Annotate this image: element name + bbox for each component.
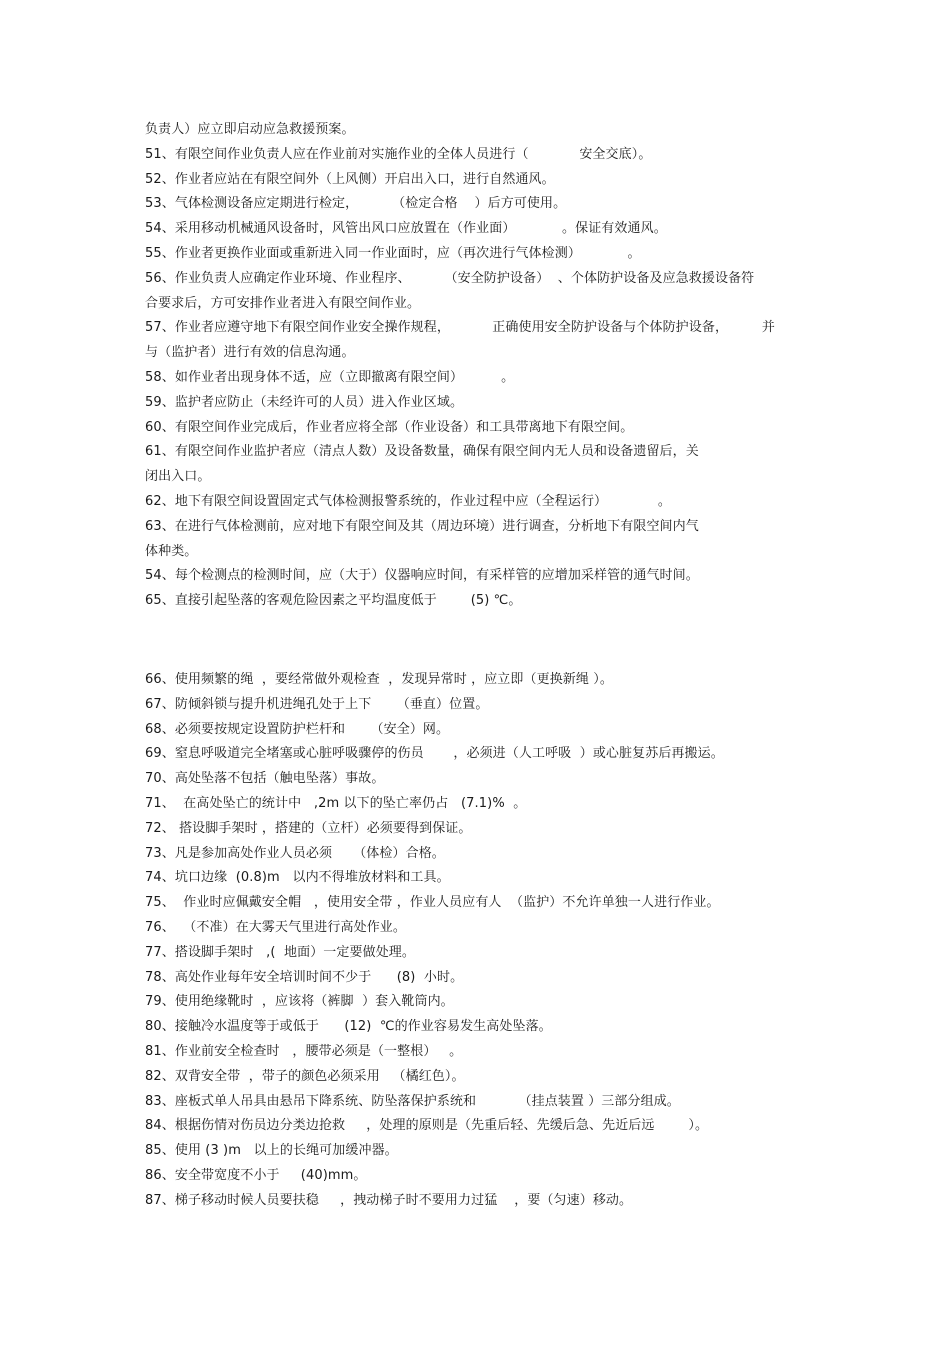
text-line: 75、 作业时应佩戴安全帽 ，使用安全带 ，作业人员应有人 （监护）不允许单独一人进行作业。 [145, 895, 720, 911]
text-line: 80、接触冷水温度等于或低于 (12) ℃的作业容易发生高处坠落。 [145, 1019, 552, 1035]
text-line: 72、 搭设脚手架时 ，搭建的（立杆）必须要得到保证。 [145, 820, 472, 836]
text-line: 69、窒息呼吸道完全堵塞或心脏呼吸骤停的伤员 ，必须进（人工呼吸 ）或心脏复苏后再搬运。 [145, 746, 724, 762]
text-line: 74、坑口边缘 (0.8)m 以内不得堆放材料和工具。 [145, 870, 450, 886]
text-line: 85、使用 (3 )m 以上的长绳可加缓冲器。 [145, 1143, 398, 1159]
text-line: 66、使用频繁的绳 ，要经常做外观检查 ，发现异常时 ，应立即（更换新绳 ）。 [145, 672, 613, 687]
text-line: 56、作业负责人应确定作业环境、作业程序、 （安全防护设备） 、个体防护设备及应急救援设备符 [145, 270, 755, 286]
text-line: 53、气体检测设备应定期进行检定， （检定合格 ）后方可使用。 [145, 196, 567, 212]
text-line: 合要求后，方可安排作业者进入有限空间作业。 [145, 295, 421, 311]
text-line: 65、直接引起坠落的客观危险因素之平均温度低于 (5) ℃。 [145, 593, 522, 609]
text-line: 79、使用绝缘靴时 ，应该将（裤脚 ）套入靴筒内。 [145, 994, 454, 1010]
text-line: 76、 （不准）在大雾天气里进行高处作业。 [145, 919, 407, 935]
question-list-confined-space [145, 118, 845, 614]
text-line: 体种类。 [145, 543, 198, 559]
text-line: 闭出入口。 [145, 469, 211, 485]
text-line: 70、高处坠落不包括（触电坠落）事故。 [145, 771, 385, 787]
text-line: 77、搭设脚手架时 ,( 地面）一定要做处理。 [145, 944, 416, 960]
text-line: 57、作业者应遵守地下有限空间作业安全操作规程， 正确使用安全防护设备与个体防护设备， 并 [145, 320, 776, 336]
text-line: 82、双背安全带 ，带子的颜色必须采用 （橘红色）。 [145, 1068, 465, 1084]
text-line: 61、有限空间作业监护者应（清点人数）及设备数量，确保有限空间内无人员和设备遗留后，关 [145, 444, 699, 460]
text-line: 86、安全带宽度不小于 (40)mm。 [145, 1167, 367, 1183]
text-line: 与（监护者）进行有效的信息沟通。 [145, 345, 355, 361]
text-line: 60、有限空间作业完成后，作业者应将全部（作业设备）和工具带离地下有限空间。 [145, 419, 634, 435]
text-line: 71、 在高处坠亡的统计中 ,2m 以下的坠亡率仍占 (7.1)% 。 [145, 795, 527, 811]
text-line: 67、防倾斜锁与提升机进绳孔处于上下 （垂直）位置。 [145, 696, 489, 712]
text-line: 59、监护者应防止（未经许可的人员）进入作业区域。 [145, 394, 464, 410]
question-list-working-at-height [145, 668, 845, 1214]
text-line: 负责人）应立即启动应急救援预案。 [145, 122, 355, 137]
text-line: 52、作业者应站在有限空间外（上风侧）开启出入口，进行自然通风。 [145, 171, 555, 187]
text-line: 81、作业前安全检查时 ，腰带必须是（一整根） 。 [145, 1043, 463, 1059]
text-line: 54、采用移动机械通风设备时，风管出风口应放置在（作业面） 。保证有效通风。 [145, 221, 667, 237]
text-line: 58、如作业者出现身体不适，应（立即撤离有限空间） 。 [145, 369, 515, 385]
text-line: 55、作业者更换作业面或重新进入同一作业面时，应（再次进行气体检测） 。 [145, 245, 641, 261]
text-line: 62、地下有限空间设置固定式气体检测报警系统的，作业过程中应（全程运行） 。 [145, 493, 672, 509]
text-line: 68、必须要按规定设置防护栏杆和 （安全）网。 [145, 721, 450, 737]
text-line: 78、高处作业每年安全培训时间不少于 (8) 小时。 [145, 969, 464, 985]
text-line: 84、根据伤情对伤员边分类边抢救 ，处理的原则是（先重后轻、先缓后急、先近后远 ）。 [145, 1118, 709, 1134]
text-line: 87、梯子移动时候人员要扶稳 ，拽动梯子时不要用力过猛 ，要（匀速）移动。 [145, 1192, 633, 1208]
text-line: 51、有限空间作业负责人应在作业前对实施作业的全体人员进行（ 安全交底）。 [145, 146, 652, 162]
text-line: 83、座板式单人吊具由悬吊下降系统、防坠落保护系统和 （挂点装置 ）三部分组成。 [145, 1093, 680, 1109]
text-line: 73、凡是参加高处作业人员必须 （体检）合格。 [145, 845, 445, 861]
text-line: 54、每个检测点的检测时间，应（大于）仪器响应时间，有采样管的应增加采样管的通气时间。 [145, 568, 699, 584]
text-line: 63、在进行气体检测前，应对地下有限空间及其（周边环境）进行调查，分析地下有限空间内气 [145, 518, 699, 534]
